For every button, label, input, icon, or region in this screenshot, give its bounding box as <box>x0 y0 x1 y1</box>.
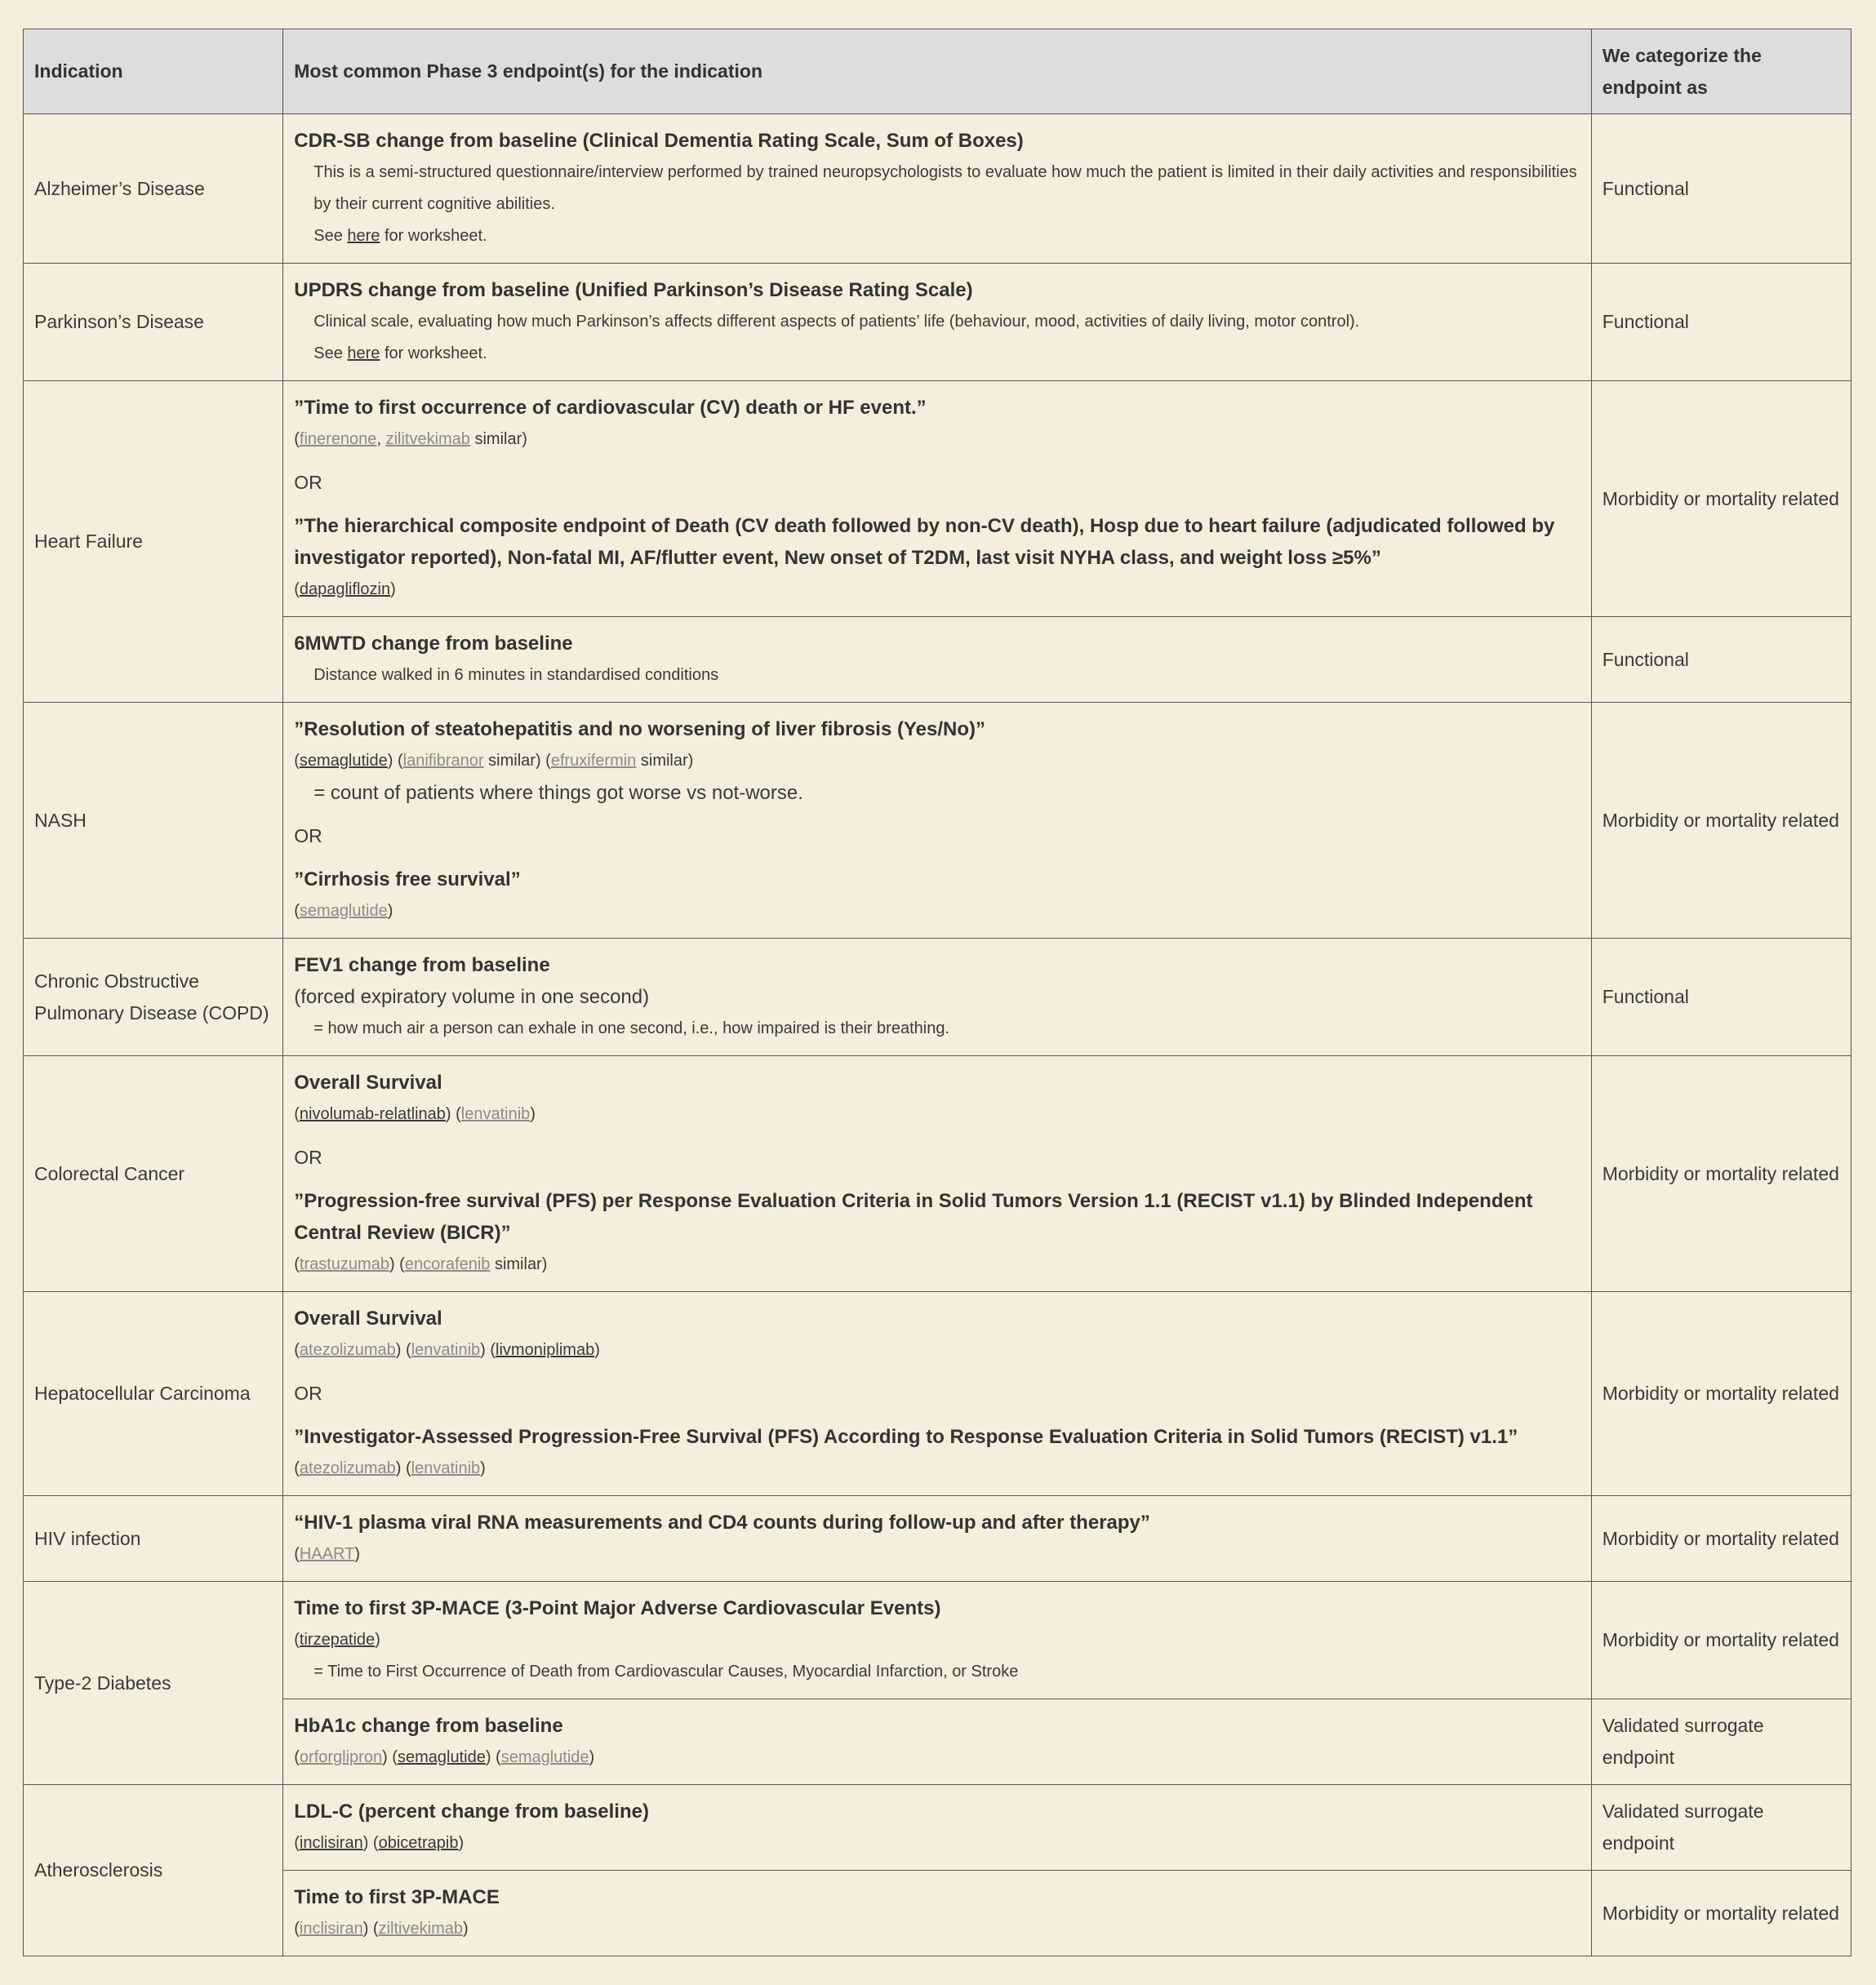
drug-link-semaglutide[interactable]: semaglutide <box>397 1748 486 1766</box>
category-cell: Morbidity or mortality related <box>1591 381 1851 617</box>
category-cell: Validated surrogate endpoint <box>1591 1785 1851 1871</box>
endpoints-table <box>23 29 1852 1956</box>
drug-references: (atezolizumab) (lenvatinib) <box>294 1459 486 1477</box>
drug-link-haart[interactable]: HAART <box>299 1545 355 1563</box>
indication-cell: Chronic Obstructive Pulmonary Disease (COPD) <box>24 939 283 1056</box>
endpoint-cell <box>283 703 1592 939</box>
endpoint-cell <box>283 939 1592 1056</box>
table-row <box>24 381 1852 617</box>
endpoint-title: Time to first 3P-MACE <box>294 1886 500 1908</box>
drug-link-obicetrapib[interactable]: obicetrapib <box>378 1834 459 1852</box>
drug-link-orforglipron[interactable]: orforglipron <box>299 1748 383 1766</box>
category-cell: Functional <box>1591 264 1851 381</box>
drug-references: (inclisiran) (ziltivekimab) <box>294 1920 469 1938</box>
table-row <box>24 264 1852 381</box>
endpoint-cell <box>283 1699 1592 1785</box>
worksheet-link[interactable]: here <box>347 227 380 245</box>
endpoint-cell <box>283 1056 1592 1292</box>
or-separator: OR <box>294 472 322 493</box>
endpoint-description: Distance walked in 6 minutes in standardised conditions <box>313 666 719 684</box>
drug-link-atezolizumab[interactable]: atezolizumab <box>299 1341 396 1359</box>
endpoint-cell <box>283 1292 1592 1496</box>
drug-references: (HAART) <box>294 1545 360 1563</box>
drug-link-zilitvekimab[interactable]: zilitvekimab <box>385 430 470 448</box>
header-category-line1: We categorize the <box>1602 44 1762 66</box>
indication-cell: NASH <box>24 703 283 939</box>
table-row <box>24 1496 1852 1582</box>
endpoint-cell <box>283 381 1592 617</box>
header-row <box>24 29 1852 114</box>
endpoint-description: Clinical scale, evaluating how much Parkinson’s affects different aspects of patients’ life (behaviour, mood, activities of daily living, motor control). <box>313 313 1360 331</box>
endpoint-title: Overall Survival <box>294 1072 442 1094</box>
table-row <box>24 1582 1852 1699</box>
table-row <box>24 1785 1852 1871</box>
category-cell: Morbidity or mortality related <box>1591 1871 1851 1956</box>
drug-references: (dapagliflozin) <box>294 580 396 598</box>
category-cell: Validated surrogate endpoint <box>1591 1699 1851 1785</box>
drug-references: (trastuzumab) (encorafenib similar) <box>294 1255 548 1273</box>
drug-references: (tirzepatide) <box>294 1631 380 1649</box>
indication-cell: Heart Failure <box>24 381 283 703</box>
drug-link-inclisiran[interactable]: inclisiran <box>299 1834 363 1852</box>
indication-cell: Colorectal Cancer <box>24 1056 283 1292</box>
endpoint-description: = how much air a person can exhale in one second, i.e., how impaired is their breathing. <box>313 1019 950 1037</box>
category-cell: Functional <box>1591 114 1851 264</box>
drug-link-semaglutide[interactable]: semaglutide <box>299 902 388 920</box>
header-endpoint: Most common Phase 3 endpoint(s) for the indication <box>283 29 1592 114</box>
endpoint-description: This is a semi-structured questionnaire/interview performed by trained neuropsychologists to evaluate how much the patient is limited in their daily activities and responsibilities by their current cognitive abilities. <box>313 163 1577 213</box>
endpoint-cell <box>283 114 1592 264</box>
endpoint-cell <box>283 1496 1592 1582</box>
drug-link-livmoniplimab[interactable]: livmoniplimab <box>496 1341 595 1359</box>
endpoint-title: 6MWTD change from baseline <box>294 633 573 655</box>
endpoint-title: ”Time to first occurrence of cardiovascular (CV) death or HF event.” <box>294 397 927 419</box>
table-row <box>24 1699 1852 1785</box>
drug-references: (atezolizumab) (lenvatinib) (livmoniplimab) <box>294 1341 600 1359</box>
endpoint-title: ”Cirrhosis free survival” <box>294 868 521 890</box>
or-separator: OR <box>294 1147 322 1168</box>
drug-link-dapagliflozin[interactable]: dapagliflozin <box>299 580 391 598</box>
header-indication: Indication <box>24 29 283 114</box>
indication-cell: Hepatocellular Carcinoma <box>24 1292 283 1496</box>
endpoint-cell <box>283 1785 1592 1871</box>
indication-cell: HIV infection <box>24 1496 283 1582</box>
drug-link-semaglutide[interactable]: semaglutide <box>500 1748 589 1766</box>
endpoint-title: UPDRS change from baseline (Unified Parkinson’s Disease Rating Scale) <box>294 279 973 301</box>
drug-link-atezolizumab[interactable]: atezolizumab <box>299 1459 396 1477</box>
table-row <box>24 703 1852 939</box>
table-row <box>24 1871 1852 1956</box>
drug-link-ziltivekimab[interactable]: ziltivekimab <box>378 1920 463 1938</box>
drug-link-trastuzumab[interactable]: trastuzumab <box>299 1255 389 1273</box>
drug-link-nivolumab-relatlinab[interactable]: nivolumab-relatlinab <box>299 1105 446 1123</box>
drug-link-lanifibranor[interactable]: lanifibranor <box>402 752 484 770</box>
drug-references: (nivolumab-relatlinab) (lenvatinib) <box>294 1105 536 1123</box>
endpoint-title: “HIV-1 plasma viral RNA measurements and CD4 counts during follow-up and after therapy” <box>294 1512 1150 1534</box>
endpoint-title: ”Investigator-Assessed Progression-Free Survival (PFS) According to Response Evaluation Criteria in Solid Tumors (RECIST) v1.1” <box>294 1426 1518 1448</box>
drug-references: (orforglipron) (semaglutide) (semaglutide) <box>294 1748 595 1766</box>
table-row <box>24 939 1852 1056</box>
drug-link-inclisiran[interactable]: inclisiran <box>299 1920 363 1938</box>
drug-link-encorafenib[interactable]: encorafenib <box>404 1255 491 1273</box>
drug-link-semaglutide[interactable]: semaglutide <box>299 752 388 770</box>
endpoint-cell <box>283 1871 1592 1956</box>
endpoint-title: Time to first 3P-MACE (3-Point Major Adverse Cardiovascular Events) <box>294 1597 941 1619</box>
endpoint-title: HbA1c change from baseline <box>294 1715 563 1737</box>
endpoint-description: = Time to First Occurrence of Death from Cardiovascular Causes, Myocardial Infarction, or Stroke <box>313 1663 1019 1681</box>
endpoint-title: ”Progression-free survival (PFS) per Response Evaluation Criteria in Solid Tumors Version 1.1 (RECIST v1.1) by Blinded Independent Central Review (BICR)” <box>294 1190 1533 1244</box>
drug-link-efruxifermin[interactable]: efruxifermin <box>550 752 637 770</box>
category-cell: Functional <box>1591 617 1851 703</box>
category-cell: Functional <box>1591 939 1851 1056</box>
indication-cell: Atherosclerosis <box>24 1785 283 1956</box>
endpoint-title: ”Resolution of steatohepatitis and no worsening of liver fibrosis (Yes/No)” <box>294 718 985 740</box>
endpoint-cell <box>283 617 1592 703</box>
header-category <box>1591 29 1851 114</box>
worksheet-note: See here for worksheet. <box>313 344 487 362</box>
drug-link-finerenone[interactable]: finerenone <box>299 430 377 448</box>
endpoint-subtitle: (forced expiratory volume in one second) <box>294 986 650 1008</box>
endpoint-title: LDL-C (percent change from baseline) <box>294 1801 649 1823</box>
table-row <box>24 1292 1852 1496</box>
indication-cell: Alzheimer’s Disease <box>24 114 283 264</box>
endpoint-title: CDR-SB change from baseline (Clinical Dementia Rating Scale, Sum of Boxes) <box>294 130 1024 152</box>
table-row <box>24 1056 1852 1292</box>
table-row <box>24 114 1852 264</box>
endpoint-cell <box>283 1582 1592 1699</box>
category-cell: Morbidity or mortality related <box>1591 1582 1851 1699</box>
drug-link-lenvatinib[interactable]: lenvatinib <box>411 1459 481 1477</box>
worksheet-link[interactable]: here <box>347 344 380 362</box>
category-cell: Morbidity or mortality related <box>1591 1496 1851 1582</box>
category-cell: Morbidity or mortality related <box>1591 1056 1851 1292</box>
drug-link-tirzepatide[interactable]: tirzepatide <box>299 1631 376 1649</box>
drug-link-lenvatinib[interactable]: lenvatinib <box>460 1105 531 1123</box>
drug-link-lenvatinib[interactable]: lenvatinib <box>411 1341 481 1359</box>
endpoint-description: = count of patients where things got worse vs not-worse. <box>313 782 803 804</box>
category-cell: Morbidity or mortality related <box>1591 1292 1851 1496</box>
or-separator: OR <box>294 825 322 846</box>
drug-references: (inclisiran) (obicetrapib) <box>294 1834 465 1852</box>
indication-cell: Type-2 Diabetes <box>24 1582 283 1785</box>
drug-references: (semaglutide) <box>294 902 393 920</box>
indication-cell: Parkinson’s Disease <box>24 264 283 381</box>
drug-references: (finerenone, zilitvekimab similar) <box>294 430 527 448</box>
or-separator: OR <box>294 1383 322 1404</box>
header-category-line2: endpoint as <box>1602 76 1708 98</box>
endpoint-title: Overall Survival <box>294 1308 442 1330</box>
endpoint-title: FEV1 change from baseline <box>294 954 550 976</box>
endpoint-cell <box>283 264 1592 381</box>
drug-references: (semaglutide) (lanifibranor similar) (efruxifermin similar) <box>294 752 694 770</box>
table-row <box>24 617 1852 703</box>
category-cell: Morbidity or mortality related <box>1591 703 1851 939</box>
endpoint-title: ”The hierarchical composite endpoint of Death (CV death followed by non-CV death), Hosp due to heart failure (adjudicated followed by investigator reported), Non-fatal MI, AF/flutter event, New onset of T2DM, last visit NYHA class, and weight loss ≥5%” <box>294 515 1555 569</box>
worksheet-note: See here for worksheet. <box>313 227 487 245</box>
